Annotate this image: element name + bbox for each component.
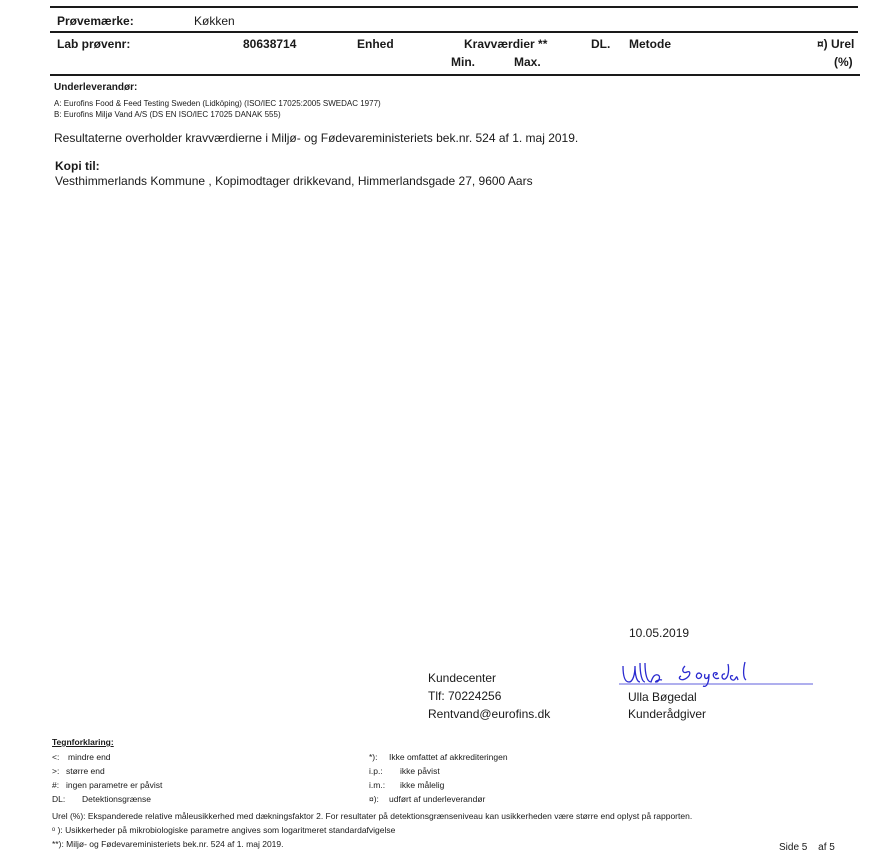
sample-mark-label: Prøvemærke: (57, 14, 134, 28)
legend-symbol: <: (52, 752, 60, 762)
legend-item-not-detected (369, 766, 669, 778)
copy-to-recipient: Vesthimmerlands Kommune , Kopimodtager drikkevand, Himmerlandsgade 27, 9600 Aars (55, 174, 533, 188)
legend-item-less-than (52, 752, 352, 764)
legend-symbol: ¤): (369, 794, 379, 804)
legend-item-dl (52, 794, 352, 806)
legend-text: ingen parametre er påvist (66, 780, 163, 790)
report-date: 10.05.2019 (629, 626, 690, 640)
legend-symbol: i.p.: (369, 766, 383, 776)
signature (615, 660, 815, 690)
legend-note-urel: Urel (%): Ekspanderede relative måleusikkerhed med dækningsfaktor 2. For resultater på detektionsgrænseniveau kan usikkerheden være større end oplyst på rapporten. (52, 811, 693, 821)
legend-symbol: DL: (52, 794, 66, 804)
legend-item-not-accredited (369, 752, 669, 764)
signature-stroke (623, 662, 746, 686)
page-side-label: Side (779, 842, 800, 853)
legend-item-none-detected (52, 780, 352, 792)
requirement-header: Kravværdier ** (464, 37, 548, 51)
legend-text: udført af underleverandør (389, 794, 486, 804)
compliance-statement: Resultaterne overholder kravværdierne i Miljø- og Fødevareministeriets bek.nr. 524 af 1. maj 2019. (54, 131, 579, 145)
subcontractor-a: A: Eurofins Food & Feed Testing Sweden (Lidköping) (ISO/IEC 17025:2005 SWEDAC 1977) (54, 99, 381, 108)
legend-symbol: *): (369, 752, 378, 762)
subcontractors-title: Underleverandør: (54, 82, 138, 93)
method-header: Metode (629, 37, 671, 51)
subcontractor-b: B: Eurofins Miljø Vand A/S (DS EN ISO/IEC 17025 DANAK 555) (54, 110, 281, 119)
lab-sample-value: 80638714 (243, 37, 297, 51)
header-mid-rule (50, 31, 858, 33)
legend-title: Tegnforklaring: (52, 737, 114, 747)
legend-symbol: #: (52, 780, 60, 790)
header-bottom-rule (50, 74, 860, 76)
legend-text: ikke påvist (400, 766, 440, 776)
lab-sample-label: Lab prøvenr: (57, 37, 131, 51)
urel-unit-header: (%) (834, 55, 853, 69)
legend-item-greater-than (52, 766, 352, 778)
unit-header: Enhed (357, 37, 394, 51)
signer-title: Kunderådgiver (628, 707, 707, 721)
legend-text: ikke målelig (400, 780, 445, 790)
contact-center: Kundecenter (428, 671, 497, 685)
max-header: Max. (514, 55, 541, 69)
legend-text: Ikke omfattet af akkrediteringen (389, 752, 508, 762)
page-of-label: af (818, 842, 827, 853)
legend-item-subcontractor (369, 794, 669, 806)
legend-text: Detektionsgrænse (82, 794, 151, 804)
legend-symbol: >: (52, 766, 60, 776)
contact-phone: Tlf: 70224256 (428, 689, 502, 703)
dl-header: DL. (591, 37, 611, 51)
page-indicator (779, 842, 835, 853)
page-total: 5 (829, 842, 835, 853)
legend-text: mindre end (68, 752, 111, 762)
contact-email: Rentvand@eurofins.dk (428, 707, 551, 721)
legend-symbol: i.m.: (369, 780, 386, 790)
legend-note-micro: ᵒ ): Usikkerheder på mikrobiologiske parametre angives som logaritmeret standardafvigelse (52, 825, 396, 835)
signer-name: Ulla Bøgedal (628, 690, 697, 704)
page-current: 5 (801, 842, 808, 853)
copy-to-title: Kopi til: (55, 159, 100, 173)
urel-header: ¤) Urel (817, 37, 855, 51)
legend-item-not-measurable (369, 780, 669, 792)
sample-mark-value: Køkken (194, 14, 235, 28)
legend-note-regulation: **): Miljø- og Fødevareministeriets bek.nr. 524 af 1. maj 2019. (52, 839, 284, 849)
min-header: Min. (451, 55, 475, 69)
legend-text: større end (66, 766, 105, 776)
header-top-rule (50, 6, 858, 8)
